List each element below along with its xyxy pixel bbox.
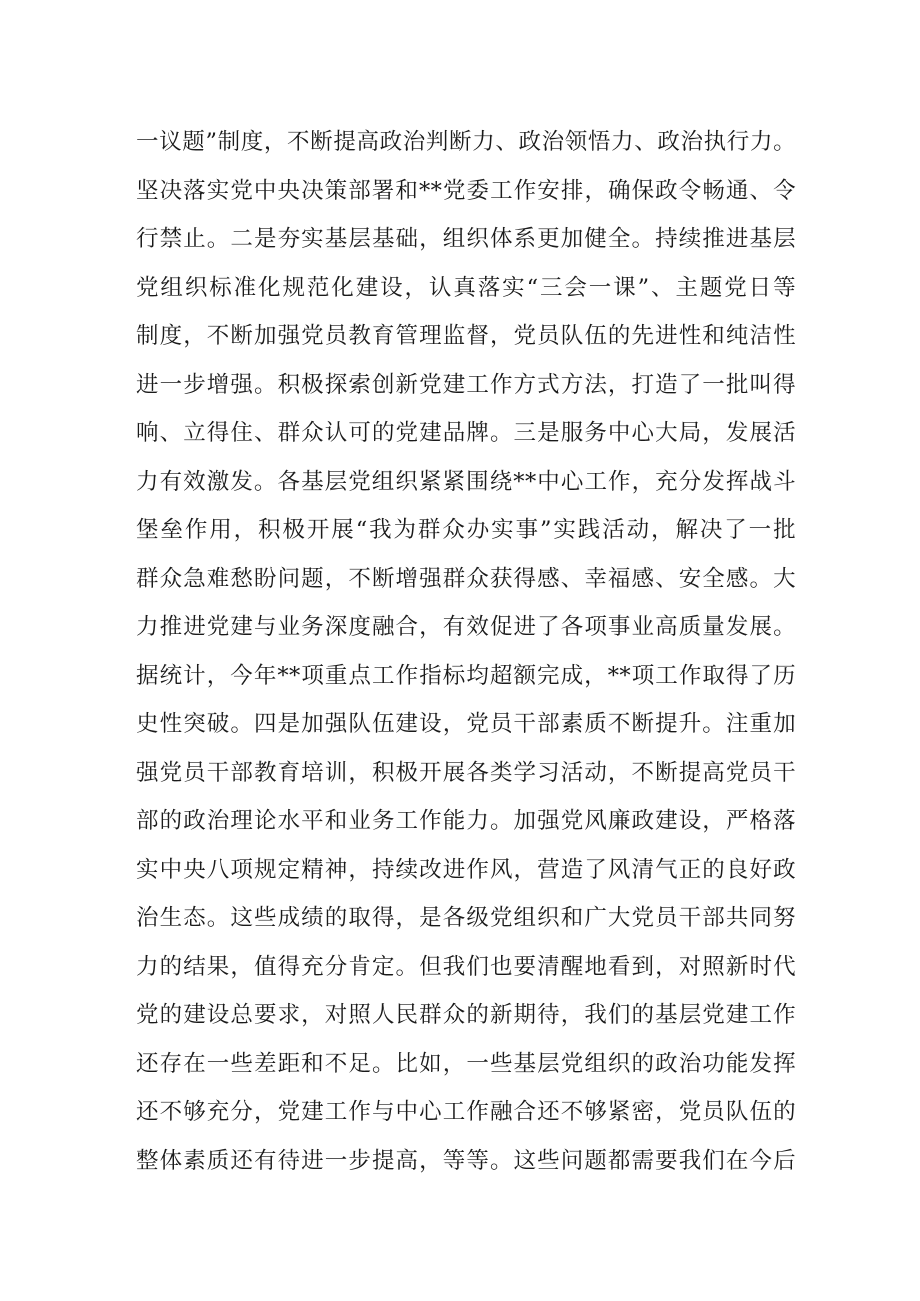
text-line: 治生态。这些成绩的取得，是各级党组织和广大党员干部共同努 bbox=[136, 905, 796, 931]
text-line: 一议题”制度，不断提高政治判断力、政治领悟力、政治执行力。 bbox=[136, 129, 796, 155]
text-line: 力推进党建与业务深度融合，有效促进了各项事业高质量发展。 bbox=[136, 614, 796, 640]
text-line: 制度，不断加强党员教育管理监督，党员队伍的先进性和纯洁性 bbox=[136, 323, 796, 349]
text-line: 部的政治理论水平和业务工作能力。加强党风廉政建设，严格落 bbox=[136, 808, 796, 834]
text-line: 响、立得住、群众认可的党建品牌。三是服务中心大局，发展活 bbox=[136, 420, 796, 446]
text-line: 党组织标准化规范化建设，认真落实“三会一课”、主题党日等 bbox=[136, 274, 796, 301]
text-line: 坚决落实党中央决策部署和**党委工作安排，确保政令畅通、令 bbox=[136, 177, 796, 204]
text-line: 行禁止。二是夯实基层基础，组织体系更加健全。持续推进基层 bbox=[136, 226, 796, 252]
text-line: 实中央八项规定精神，持续改进作风，营造了风清气正的良好政 bbox=[136, 856, 796, 883]
text-line: 进一步增强。积极探索创新党建工作方式方法，打造了一批叫得 bbox=[136, 371, 796, 398]
text-line: 强党员干部教育培训，积极开展各类学习活动，不断提高党员干 bbox=[136, 759, 796, 786]
text-line: 还不够充分，党建工作与中心工作融合还不够紧密，党员队伍的 bbox=[136, 1099, 796, 1125]
body-text bbox=[136, 118, 796, 1185]
text-line: 党的建设总要求，对照人民群众的新期待，我们的基层党建工作 bbox=[136, 1002, 796, 1028]
text-line: 力有效激发。各基层党组织紧紧围绕**中心工作，充分发挥战斗 bbox=[136, 468, 796, 495]
text-line: 还存在一些差距和不足。比如，一些基层党组织的政治功能发挥 bbox=[136, 1050, 796, 1077]
text-line: 堡垒作用，积极开展“我为群众办实事”实践活动，解决了一批 bbox=[136, 517, 796, 543]
text-line: 史性突破。四是加强队伍建设，党员干部素质不断提升。注重加 bbox=[136, 711, 796, 737]
text-line: 据统计，今年**项重点工作指标均超额完成，**项工作取得了历 bbox=[136, 662, 796, 689]
text-line: 群众急难愁盼问题，不断增强群众获得感、幸福感、安全感。大 bbox=[136, 565, 796, 592]
text-line: 力的结果，值得充分肯定。但我们也要清醒地看到，对照新时代 bbox=[136, 953, 796, 980]
text-line: 整体素质还有待进一步提高，等等。这些问题都需要我们在今后 bbox=[136, 1147, 796, 1174]
